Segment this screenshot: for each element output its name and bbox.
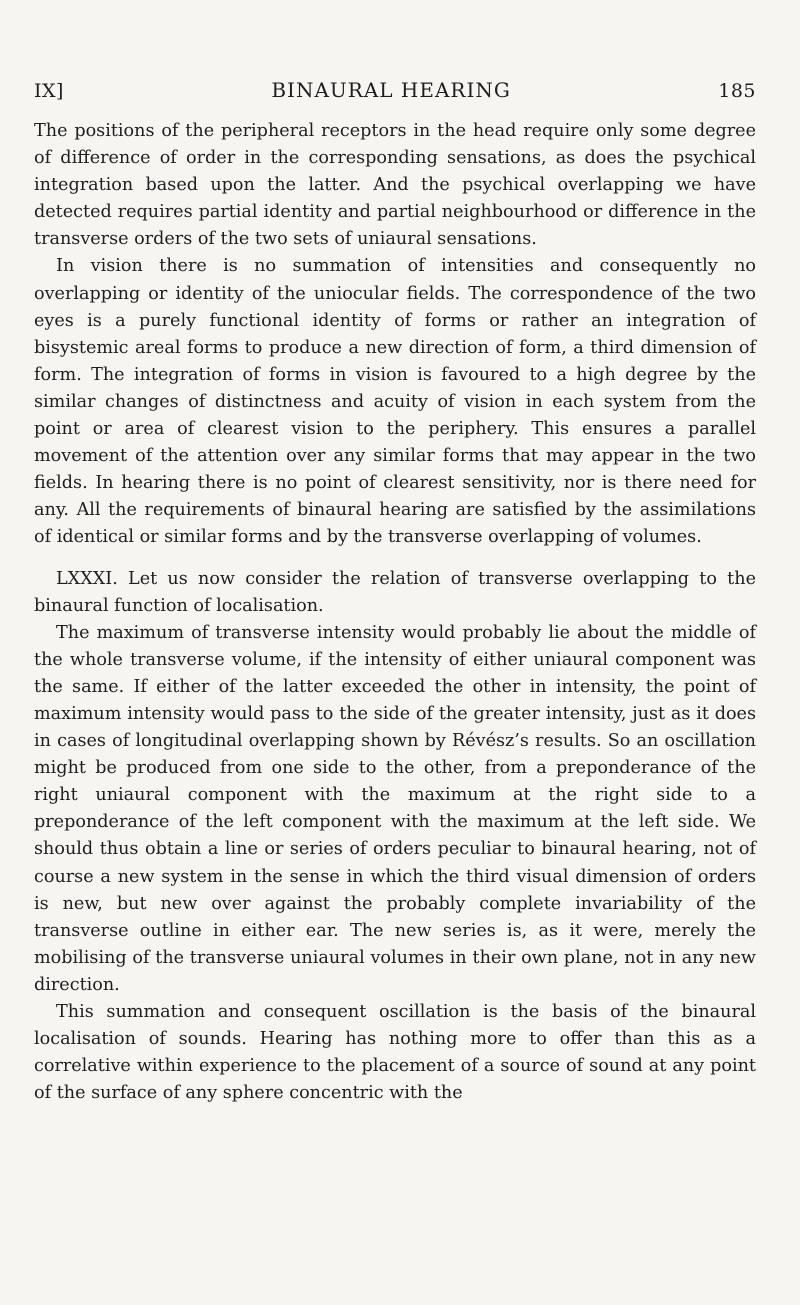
running-head — [34, 78, 756, 102]
paragraph-5: This summation and consequent oscillation is the basis of the binaural localisation of sounds. Hearing has nothing more to offer than this as a correlative within experience to the placement of a source of sound at any point of the surface of any sphere concentric with the — [34, 1002, 756, 1104]
book-page — [34, 78, 756, 1107]
running-title: BINAURAL HEARING — [271, 78, 511, 102]
chapter-number: IX] — [34, 80, 64, 102]
paragraph-2: In vision there is no summation of intensities and consequently no overlapping or identity of the uniocular fields. The correspondence of the two eyes is a purely functional identity of forms or rather an integration of bisystemic areal forms to produce a new direction of form, a third dimension of form. The integration of forms in vision is favoured to a high degree by the similar changes of distinctness and acuity of vision in each system from the point or area of clearest vision to the periphery. This ensures a parallel movement of the attention over any similar forms that may appear in the two fields. In hearing there is no point of clearest sensitivity, nor is there need for any. All the requirements of binaural hearing are satisfied by the assimilations of identical or similar forms and by the transverse overlapping of volumes. — [34, 256, 756, 548]
page-number: 185 — [718, 80, 756, 102]
body-text — [34, 118, 756, 1107]
paragraph-1: The positions of the peripheral receptors in the head require only some degree of difference of order in the corresponding sensations, as does the psychical integration based upon the latter. And the psychical overlapping we have detected requires partial identity and partial neighbourhood or difference in the transverse orders of the two sets of uniaural sensations. — [34, 121, 756, 250]
paragraph-4: The maximum of transverse intensity would probably lie about the middle of the whole transverse volume, if the intensity of either uniaural component was the same. If either of the latter exceeded the other in intensity, the point of maximum intensity would pass to the side of the greater intensity, just as it does in cases of longitudinal overlapping shown by Révész’s results. So an oscillation might be produced from one side to the other, from a preponderance of the right uniaural component with the maximum at the right side to a preponderance of the left component with the maximum at the left side. We should thus obtain a line or series of orders peculiar to binaural hearing, not of course a new system in the sense in which the third visual dimension of orders is new, but new over against the probably complete invariability of the transverse outline in either ear. The new series is, as it were, merely the mobilising of the transverse uniaural volumes in their own plane, not in any new direction. — [34, 622, 756, 995]
paragraph-3-section-lxxxi: LXXXI. Let us now consider the relation of transverse overlapping to the binaural function of localisation. — [34, 568, 756, 616]
